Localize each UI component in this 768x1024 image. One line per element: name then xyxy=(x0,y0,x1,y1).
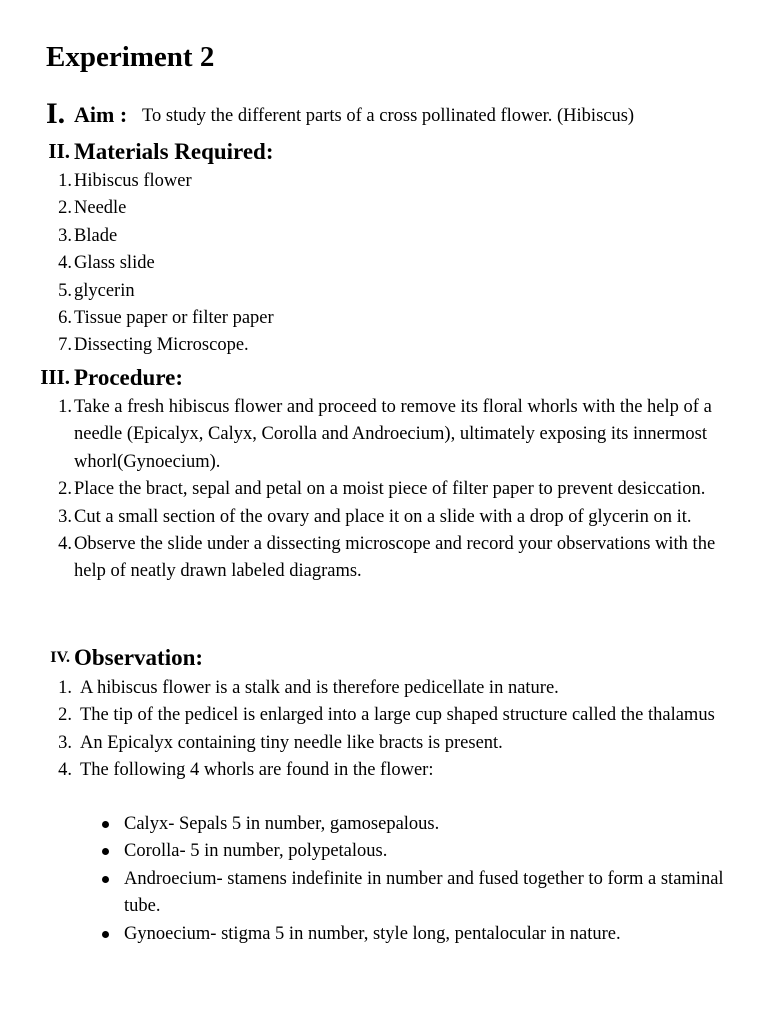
item-text: Observe the slide under a dissecting microscope and record your observations with the help of neatly drawn labeled diagrams. xyxy=(74,534,716,582)
item-text: Dissecting Microscope. xyxy=(74,335,249,356)
item-text: Needle xyxy=(74,198,127,219)
bullet-icon xyxy=(102,876,109,883)
bullet-icon xyxy=(102,821,109,828)
item-number: 2. xyxy=(58,705,72,726)
bullet-item xyxy=(124,811,724,838)
aim-text: To study the different parts of a cross pollinated flower. (Hibiscus) xyxy=(142,106,635,126)
bullet-icon xyxy=(102,931,109,938)
bullet-item xyxy=(124,866,724,921)
item-number: 2. xyxy=(58,479,72,500)
item-number: 4. xyxy=(58,534,72,555)
observation-heading: Observation: xyxy=(74,645,204,670)
list-item xyxy=(58,675,720,702)
item-text: The tip of the pedicel is enlarged into a large cup shaped structure called the thalamus xyxy=(80,705,715,726)
item-text: Tissue paper or filter paper xyxy=(74,308,274,329)
list-item xyxy=(58,332,734,359)
item-number: 2. xyxy=(58,198,72,219)
observation-list xyxy=(58,675,720,785)
item-number: 6. xyxy=(58,308,72,329)
item-text: An Epicalyx containing tiny needle like bracts is present. xyxy=(80,732,503,753)
procedure-list xyxy=(58,394,728,586)
item-number: 1. xyxy=(58,397,72,417)
bullet-text: Corolla- 5 in number, polypetalous. xyxy=(124,841,388,862)
aim-numeral: I. xyxy=(46,97,66,130)
bullet-text: Calyx- Sepals 5 in number, gamosepalous. xyxy=(124,814,440,834)
materials-heading: Materials Required: xyxy=(74,139,274,164)
item-number: 4. xyxy=(58,760,72,781)
item-text: A hibiscus flower is a stalk and is therefore pedicellate in nature. xyxy=(80,678,559,698)
bullet-item xyxy=(124,921,724,948)
procedure-numeral: III. xyxy=(40,365,70,389)
item-number: 3. xyxy=(58,732,72,753)
item-text: glycerin xyxy=(74,280,135,301)
list-item xyxy=(58,250,734,277)
observation-numeral: IV. xyxy=(50,649,70,666)
list-item xyxy=(58,730,720,757)
list-item xyxy=(58,305,734,332)
item-number: 3. xyxy=(58,225,72,246)
list-item xyxy=(58,278,734,305)
list-item xyxy=(58,702,720,729)
list-item xyxy=(58,195,734,222)
list-item xyxy=(58,531,728,586)
item-number: 5. xyxy=(58,280,72,301)
item-number: 4. xyxy=(58,253,72,274)
bullet-icon xyxy=(102,848,109,855)
materials-list xyxy=(58,168,734,360)
materials-numeral: II. xyxy=(48,139,70,163)
bullet-text: Gynoecium- stigma 5 in number, style long, pentalocular in nature. xyxy=(124,923,621,944)
bullet-text: Androecium- stamens indefinite in number and fused together to form a staminal tube. xyxy=(124,868,724,917)
page-title: Experiment 2 xyxy=(46,41,215,73)
aim-label: Aim : xyxy=(74,102,128,127)
item-text: Hibiscus flower xyxy=(74,171,192,191)
item-number: 3. xyxy=(58,506,72,527)
item-number: 7. xyxy=(58,335,72,356)
procedure-heading: Procedure: xyxy=(74,365,184,390)
item-text: Glass slide xyxy=(74,253,155,274)
item-text: The following 4 whorls are found in the flower: xyxy=(80,760,434,781)
item-number: 1. xyxy=(58,678,72,698)
item-text: Take a fresh hibiscus flower and proceed to remove its floral whorls with the help of a needle (Epicalyx, Calyx, Corolla and Androecium), ultimately exposing its innermost whorl(Gynoecium). xyxy=(74,397,712,472)
list-item xyxy=(58,476,728,503)
whorl-list xyxy=(124,811,724,948)
list-item xyxy=(58,168,734,195)
item-text: Place the bract, sepal and petal on a moist piece of filter paper to prevent desiccation. xyxy=(74,479,706,500)
list-item xyxy=(58,394,728,476)
list-item xyxy=(58,757,720,784)
list-item xyxy=(58,223,734,250)
item-number: 1. xyxy=(58,171,72,191)
list-item xyxy=(58,504,728,531)
item-text: Cut a small section of the ovary and place it on a slide with a drop of glycerin on it. xyxy=(74,506,692,527)
bullet-item xyxy=(124,838,724,865)
item-text: Blade xyxy=(74,225,118,246)
